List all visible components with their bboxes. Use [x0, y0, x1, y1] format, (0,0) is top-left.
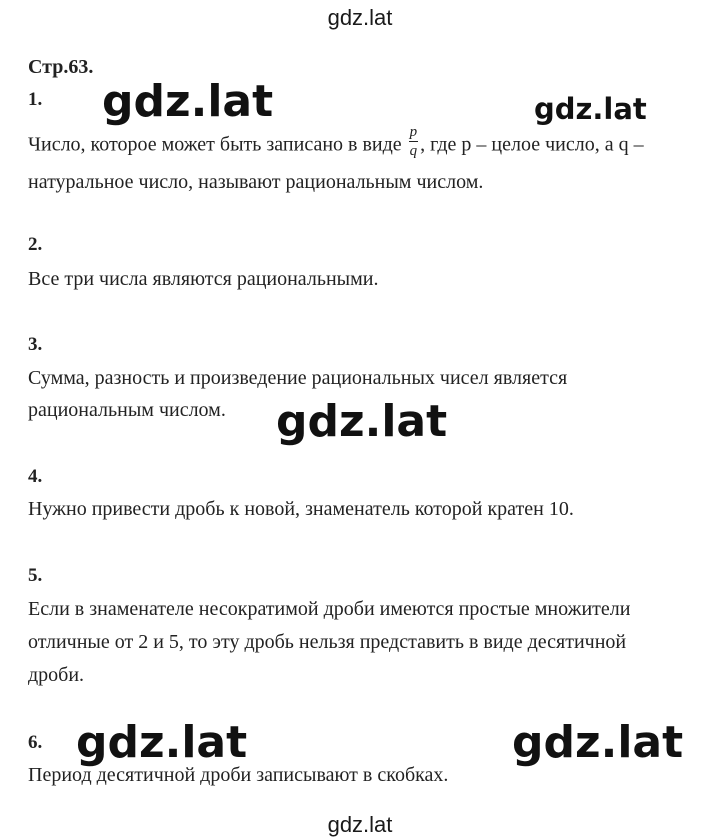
answer-1-line-1 — [28, 124, 644, 163]
watermark-logo-3: gdz.lat — [276, 396, 448, 447]
answer-2-line-1: Все три числа являются рациональными. — [28, 268, 379, 290]
answer-1-line-2: натуральное число, называют рациональным числом. — [28, 171, 484, 193]
answer-1-line-1-before: Число, которое может быть записано в виде — [28, 133, 407, 156]
answer-5-line-2: отличные от 2 и 5, то эту дробь нельзя представить в виде десятичной — [28, 631, 627, 653]
header-watermark: gdz.lat — [327, 5, 393, 30]
answer-3-line-1: Сумма, разность и произведение рациональных чисел является — [28, 367, 568, 389]
footer-watermark: gdz.lat — [327, 812, 393, 837]
answer-5-line-1: Если в знаменателе несократимой дроби имеются простые множители — [28, 598, 631, 620]
fraction-p-over-q — [409, 125, 419, 159]
watermark-logo-2: gdz.lat — [534, 92, 647, 126]
answer-3-line-2: рациональным числом. — [28, 399, 226, 421]
answer-1-number: 1. — [28, 89, 43, 110]
fraction-numerator: p — [409, 124, 418, 140]
answer-4-number: 4. — [28, 466, 43, 487]
answer-3-number: 3. — [28, 334, 43, 355]
answer-2-number: 2. — [28, 234, 43, 255]
watermark-logo-5: gdz.lat — [512, 717, 684, 768]
answer-5-number: 5. — [28, 565, 43, 586]
answer-6-line-1: Период десятичной дроби записывают в скобках. — [28, 764, 449, 786]
answer-6-number: 6. — [28, 732, 43, 753]
page-number: Стр.63. — [28, 56, 94, 78]
answer-4-line-1: Нужно привести дробь к новой, знаменатель которой кратен 10. — [28, 498, 574, 520]
watermark-logo-1: gdz.lat — [102, 76, 274, 127]
watermark-logo-4: gdz.lat — [76, 717, 248, 768]
answer-1-line-1-after: , где p – целое число, а q – — [420, 133, 644, 156]
answer-5-line-3: дроби. — [28, 664, 85, 686]
fraction-denominator: q — [409, 143, 418, 159]
